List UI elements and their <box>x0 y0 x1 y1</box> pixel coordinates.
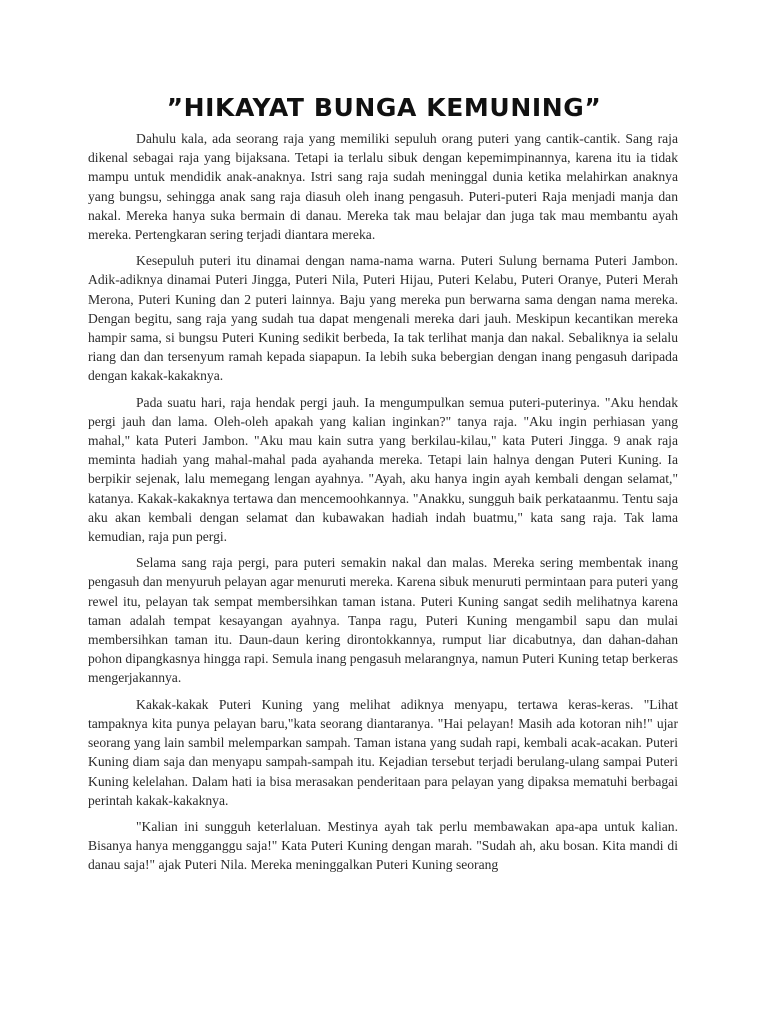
paragraph: Kesepuluh puteri itu dinamai dengan nama-nama warna. Puteri Sulung bernama Puteri Jambon. Adik-adiknya dinamai Puteri Jingga, Puteri Nila, Puteri Hijau, Puteri Kelabu, Puteri Oranye, Puteri Merah Merona, Puteri Kuning dan 2 puteri lainnya. Baju yang mereka pun berwarna sama dengan nama mereka. Dengan begitu, sang raja yang sudah tua dapat mengenali mereka dari jauh. Meskipun kecantikan mereka hampir sama, si bungsu Puteri Kuning sedikit berbeda, Ia tak terlihat manja dan nakal. Sebaliknya ia selalu riang dan dan tersenyum ramah kepada siapapun. Ia lebih suka bebergian dengan inang pengasuh daripada dengan kakak-kakaknya. <box>88 253 678 384</box>
paragraph: Kakak-kakak Puteri Kuning yang melihat adiknya menyapu, tertawa keras-keras. "Lihat tampaknya kita punya pelayan baru,"kata seorang diantaranya. "Hai pelayan! Masih ada kotoran nih!" ujar seorang yang lain sambil melemparkan sampah. Taman istana yang sudah rapi, kembali acak-acakan. Puteri Kuning diam saja dan menyapu sampah-sampah itu. Kejadian tersebut terjadi berulang-ulang sampai Puteri Kuning kelelahan. Dalam hati ia bisa merasakan penderitaan para pelayan yang dipaksa mematuhi berbagai perintah kakak-kakaknya. <box>88 696 678 808</box>
document-body <box>88 129 678 882</box>
paragraph: Pada suatu hari, raja hendak pergi jauh. Ia mengumpulkan semua puteri-puterinya. "Aku hendak pergi jauh dan lama. Oleh-oleh apakah yang kalian inginkan?" tanya raja. "Aku ingin perhiasan yang mahal," kata Puteri Jambon. "Aku mau kain sutra yang berkilau-kilau," kata Puteri Jingga. 9 anak raja meminta hadiah yang mahal-mahal pada ayahanda mereka. Tetapi lain halnya dengan Puteri Kuning. Ia berpikir sejenak, lalu memegang lengan ayahnya. "Ayah, aku hanya ingin ayah kembali dengan selamat," katanya. Kakak-kakaknya tertawa dan mencemoohkannya. "Anakku, sungguh baik perkataanmu. Tentu saja aku akan kembali dengan selamat dan kubawakan hadiah indah buatmu," kata sang raja. Tak lama kemudian, raja pun pergi. <box>88 394 678 545</box>
paragraph: Dahulu kala, ada seorang raja yang memiliki sepuluh orang puteri yang cantik-cantik. Sang raja dikenal sebagai raja yang bijaksana. Tetapi ia terlalu sibuk dengan kepemimpinannya, karena itu ia tidak mampu untuk mendidik anak-anaknya. Istri sang raja sudah meninggal dunia ketika melahirkan anaknya yang bungsu, sehingga anak sang raja diasuh oleh inang pengasuh. Puteri-puteri Raja menjadi manja dan nakal. Mereka hanya suka bermain di danau. Mereka tak mau belajar dan juga tak mau membantu ayah mereka. Pertengkaran sering terjadi diantara mereka. <box>88 131 678 243</box>
paragraph: "Kalian ini sungguh keterlaluan. Mestinya ayah tak perlu membawakan apa-apa untuk kalian. Bisanya hanya mengganggu saja!" Kata Puteri Kuning dengan marah. "Sudah ah, aku bosan. Kita mandi di danau saja!" ajak Puteri Nila. Mereka meninggalkan Puteri Kuning seorang <box>88 818 678 873</box>
document-title: ”HIKAYAT BUNGA KEMUNING” <box>166 93 602 122</box>
paragraph: Selama sang raja pergi, para puteri semakin nakal dan malas. Mereka sering membentak inang pengasuh dan menyuruh pelayan agar menuruti mereka. Karena sibuk menuruti permintaan para puteri yang rewel itu, pelayan tak sempat membersihkan taman istana. Puteri Kuning sangat sedih melihatnya karena taman adalah tempat kesayangan ayahnya. Tanpa ragu, Puteri Kuning mengambil sapu dan mulai membersihkan taman itu. Daun-daun kering dirontokkannya, rumput liar dicabutnya, dan dahan-dahan pohon dipangkasnya hingga rapi. Semula inang pengasuh melarangnya, namun Puteri Kuning tetap berkeras mengerjakannya. <box>88 555 678 686</box>
